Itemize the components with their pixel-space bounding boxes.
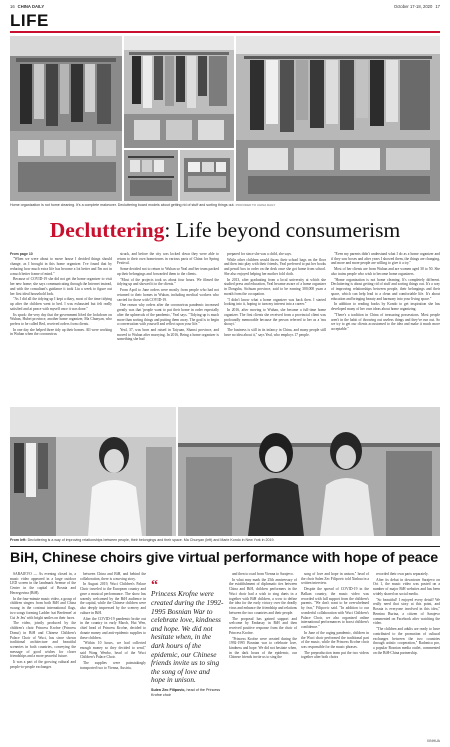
- paragraph: The proposal has gained support and welcome by Embassy in BiH and then received positive response from the choir of Princess Krofne.: [229, 616, 297, 635]
- paragraph: struck, and before the city was locked down they were able to return to their own hometowns in various parts of China for Spring Festival.: [117, 252, 219, 266]
- article1-headline: [0, 218, 450, 243]
- paragraph: In June of the raging pandemic, children in the Wuci choir performed the traditional part of the music, while the Princess Krofne choir was responsible for the music phrases.: [301, 630, 369, 650]
- photo-shelves-small: [124, 150, 178, 201]
- paragraph: The business is still in its infancy in China, and many people still have no idea about it," says Yeal, who employs 17 people.: [224, 328, 326, 337]
- article1-col1: [10, 252, 112, 404]
- paragraph: From April to June orders were mostly from people who had not returned to their homes in Wuhan, including medical workers who carried for those with COVID-19.: [117, 288, 219, 302]
- paragraph: One reason why orders after the coronavirus pandemic increased greatly was that 'people want to put their home in order especially after the upheavals of the pandemic,' Yeal says. "Tidying up is much more than sorting things and putting them away. The goal is to begin a conversation with yourself and reflect upon your life.": [117, 303, 219, 327]
- pull-quote-name: Sulen Zec Filipovic,: [151, 688, 186, 693]
- page-number-right: 17: [435, 4, 440, 9]
- photo1-credit: PROVIDED TO CHINA DAILY: [235, 203, 276, 207]
- photo1-caption-text: Home organization is not home cleaning. It's a complete makeover. Decluttering board models about getting rid of stuff and sorting things out.: [10, 203, 235, 207]
- masthead: [10, 4, 440, 12]
- article2-col2: [80, 572, 146, 737]
- paragraph: After the COVID-19 pandemic broke out in the country in early March, Hui Wen, chief head of Princess Krofne, decided to donate money and anti-epidemic supplies to these children.: [80, 616, 146, 640]
- paragraph: "When we were about to move house I decided things should change, as I brought in this home organizer. I've found that by reducing how much extra life has become a lot better and I'm not in a much better frame of mind.": [10, 257, 112, 276]
- issue-date: October 17-18, 2020: [393, 4, 433, 9]
- article2-rule: [10, 546, 440, 547]
- photo-portrait-right: [178, 407, 440, 536]
- paragraph: After its debut in downtown Sarajevo on Oct 1, the music video was posted on a number of major BiH websites and has been widely shared on social media.: [373, 577, 440, 596]
- section-title: LIFE: [10, 11, 49, 30]
- paragraph: Because of COVID-19 she did not get the home organizer to visit her new home; she says communicating through the Internet instead, and with the consultant's guidance it took Liu a week to figure out her first ideal household look.: [10, 277, 112, 296]
- paragraph: "Within 10 hours, we had collected enough money so they decided to send," said Wang Wenbo, head of the Wuci Children's Palace Choir.: [80, 641, 146, 660]
- paragraph: Some decided not to return to Wuhan so Yeal and her team packed up their belongings and forwarded them to the clients.: [117, 267, 219, 276]
- headline-accent: Decluttering: [49, 218, 165, 242]
- paragraph: In 2016, after moving to Wuhan, she became a full-time home organizer. The first clients she received from a provincial client was profoundly memorable because the person referred to her as a 'mu shouyi.': [224, 308, 326, 327]
- article2-headline: BiH, Chinese choirs give virtual performance with hope of peace: [10, 550, 439, 566]
- paragraph: "There's a tradition in China of treasuring possessions. Most people aren't in the habit of throwing out useless things and they've run out. So we try to get our clients accustomed to the idea and make it much more acceptable.": [331, 312, 440, 332]
- photo-closet-left: [10, 36, 122, 201]
- paragraph: While other children would throw their school bags on the floor and then into play with their friends, Yeal preferred to put her books and pencil box in order on the desk once she got home from school. She also enjoyed helping her mother fold cloth.: [224, 257, 326, 276]
- paragraph: "Most of the projects took us about four hours. We filmed the tidying up and showed it to the clients.": [117, 277, 219, 287]
- article2-col1: [10, 572, 76, 737]
- article2-source: XINHUA: [426, 739, 440, 743]
- paragraph: SARAJEVO — As evening closed in, a music video appeared in a large outdoor LED screen in the landmark Avenue of the Center in the capital of Bosnia and Herzegovina (BiH).: [10, 572, 76, 595]
- paragraph: In what may mark the 25th anniversary of the establishment of diplomatic ties between China and BiH, children performers in the Wuci choir had a wish to sing duets in a together with BiH children, a wow to define the idea for the early victory over the deadly virus and enhance the friendship and relations between the two countries and their people.: [229, 577, 297, 615]
- article1-col2: [117, 252, 219, 404]
- paragraph: The video, jointly produced by the children's choir Princess Krofne (Princess Donut) in BiH and Chinese Children's Palace Choir of Wuci, has since shown traditional architecture and beautiful sceneries in both countries, conveying the message of good wishes for closer friendships and a more peaceful future.: [10, 621, 76, 659]
- paragraph: between China and BiH, and behind the collaboration, there is a moving story.: [80, 572, 146, 581]
- paper-name: CHINA DAILY: [17, 4, 45, 9]
- paragraph: In addition to reading books by Kondo to get inspiration she has developed many of her own ideas about home organizing.: [331, 302, 440, 312]
- photo-drawer: [180, 150, 234, 201]
- section-rule: [10, 31, 440, 33]
- article2-col4: [301, 572, 369, 737]
- paragraph: The supplies were painstakingly transported two to Vienna, Austria,: [80, 661, 146, 670]
- paragraph: "Home organization is not home cleaning. It's completely different. Decluttering is about getting rid of stuff and sorting things out. It's a way of improving relationships between people, their belongings and their space, which can help lead to a clean and comfortable life. It's about education and bringing beauty and harmony into your living space.": [331, 277, 440, 301]
- paragraph: "Even my parents didn't understand what I do as a home organizer and if they saw boxes and after years I showed them, the things are changing, and more and more people are willing to give it a try.": [331, 252, 440, 266]
- paragraph: "So beautiful! I enjoyed every detail! We really need that story at this point, and Bosnia is everyone involved in this idea," Bernina Burina, a citizen of Sarajevo commented on Facebook after watching the video.: [373, 597, 440, 626]
- photo1-caption: [10, 203, 440, 208]
- photo2-caption-label: From left:: [10, 538, 27, 542]
- paragraph: In 2013, after graduating from a local university at which she studied press and education, Yeal became aware of a home organizer in Dongsha, Sichuan province, said to be earning 300,000 yuan a month from the occupation.: [224, 277, 326, 296]
- paragraph: recorded their own parts separately.: [376, 572, 429, 576]
- pull-quote: [151, 578, 225, 697]
- paragraph: prepared for since she was a child, she says.: [227, 252, 292, 256]
- paragraph: In August 2019, Wuci Children's Palace Choir traveled to the European country and gave a musical performance. The show has warmly welcomed by the BiH audience in the capital, while the Chinese children were also deeply impressed by the scenery and culture in BiH.: [80, 582, 146, 615]
- article1-lead: From page 10: [10, 252, 33, 256]
- paragraph: Most of her clients are from Wuhan and are women aged 30 to 50. She also trains people who wish to become home organizers.: [331, 267, 440, 276]
- paragraph: In the four-minute music video, a group of children singers from both BiH and China swung in the contrast international flags, two songs forming Ladder 'nai Berdemet' at Cui Je Jeu' with bright smiles on their faces.: [10, 596, 76, 620]
- photo-closet-center: [124, 36, 234, 148]
- paragraph: The preproduction team put the two videos together after both choirs: [301, 650, 369, 660]
- article1-col4: [331, 252, 440, 404]
- paragraph: song of love and hope in unison," head of the choir Sulen Zec Filipovic told Xinhua in a written interview.: [301, 572, 369, 586]
- photo-portrait-left: [10, 407, 176, 536]
- paragraph: and then to road from Vienna to Sarajevo.: [232, 572, 294, 576]
- paragraph: "Princess Krofne were created during the 1992-1995 Bosnian war to celebrate love, kindness and hope. We did not hesitate when, in the dark hours of the epidemic, our Chinese friends invite us to sing the: [229, 636, 297, 660]
- headline-rest: : Life beyond consumerism: [164, 218, 401, 242]
- quote-mark-icon: “: [151, 578, 158, 593]
- photo2-caption: [10, 538, 440, 542]
- article2-col3: [229, 572, 297, 737]
- paragraph: It was a part of the growing cultural and people-to-people exchanges: [10, 660, 76, 669]
- article2-col5: [373, 572, 440, 732]
- pull-quote-role: head of the Princess Krofne choir: [151, 688, 221, 697]
- paragraph: Yeal, 37, was born and raised in Taiyuan, Shanxi province, and moved to Wuhan after marrying. In 2016, Being a home organizer is something she had: [117, 328, 219, 342]
- photo-closet-right: [236, 36, 440, 201]
- pull-quote-text: Princess Krofne were created during the 1992-1995 Bosnian War to celebrate love, kindness and hope. We did not hesitate when, in the dark hours of the epidemic, our Chinese friends invite us to sing the song of love and hope in unison.: [151, 589, 224, 685]
- article1-col3: [224, 252, 326, 404]
- paragraph: "I didn't know what a home organizer was back then. I started looking into it, hoping to turn my interest into a career.": [224, 297, 326, 307]
- pull-quote-attribution: [151, 688, 225, 697]
- paragraph: Despite the spread of COVID-19 in the Balkan country, the music video was recorded with full support from the children's parents. "We don't want to be overwhelmed by fear," Filipovic said. "In addition to our wonderful collaboration with Wuci Children's Palace Choir, we also organized online international performances to boost children's confidence.": [301, 587, 369, 630]
- page-number: 16: [10, 4, 15, 9]
- paragraph: In one day she helped three tidy up their homes. All were working in Wuhan when the coronavirus: [10, 327, 112, 337]
- photo2-caption-text: Decluttering is a way of improving relationships between people, their belongings and their space. Ma Chunyan (left) and Marie Kondo in New York in 2019.: [27, 538, 275, 542]
- paragraph: Its spark: the very day that the government lifted the lockdown on Wuhan, Hubei province, another home organizer, Ma Chunyan, who prefers to be called Red, received orders from clients.: [10, 312, 112, 327]
- paragraph: "The children and adults are ready to have contributed to the promotion of cultural exchanges between the two countries through artistic cooperation," Radonica pro, a popular Bosnian media outlet, commented on the BiH-China partnership.: [373, 627, 440, 655]
- paragraph: "As I did all the tidying up I kept a diary, most of the time tidying up after the children went to bed. I was exhausted but felt really satisfied and at peace with myself once it was done.": [10, 297, 112, 311]
